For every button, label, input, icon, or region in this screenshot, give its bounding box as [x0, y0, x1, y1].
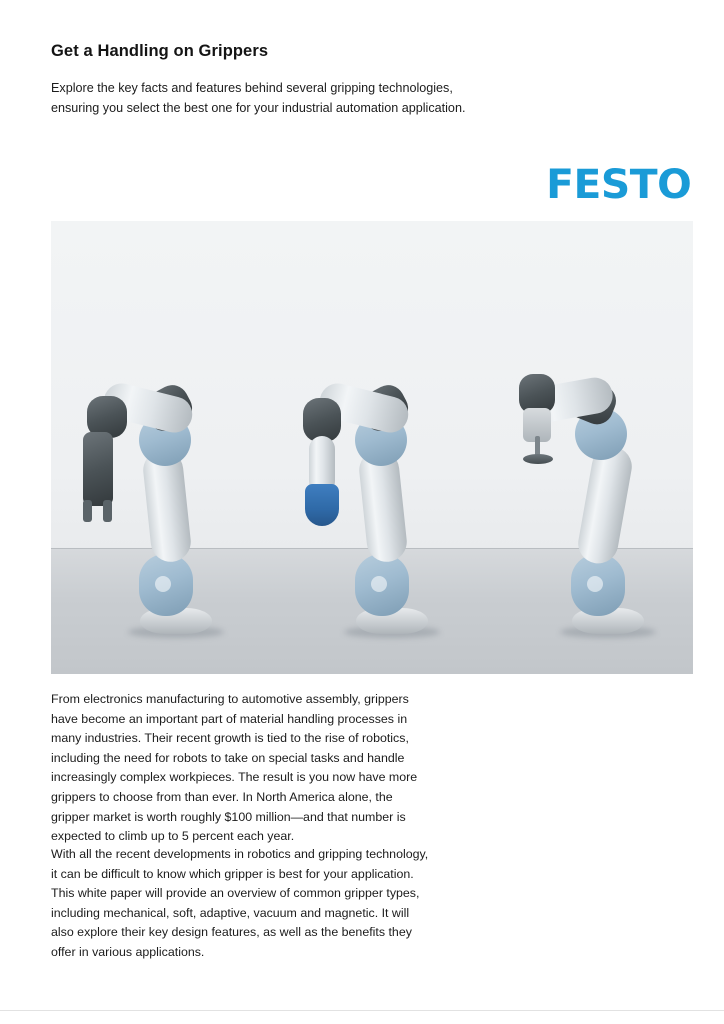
page-title: Get a Handling on Grippers	[51, 42, 269, 60]
robot-shoulder-joint	[139, 554, 193, 616]
gripper-finger-right	[103, 500, 112, 522]
robot-upper-arm	[575, 443, 635, 566]
body-paragraph-2: With all the recent developments in robotics and gripping technology, it can be difficult to know which gripper is best for your application. This white paper will provide an overview of common gripper types, including mechanical, soft, adaptive, vacuum and magnetic. It will also explore their key design features, as well as the benefits they offer in various applications.	[51, 847, 429, 959]
soft-gripper-bellows	[305, 484, 339, 526]
robot-arm-vacuum-gripper	[513, 334, 693, 634]
joint-marking	[587, 576, 603, 592]
gripper-finger-left	[83, 500, 92, 522]
body-paragraph-1: From electronics manufacturing to automotive assembly, grippers have become an important part of material handling processes in many industries. Their recent growth is tied to the rise of robotics, including the need for robots to take on special tasks and handle increasingly complex workpieces. The result is you now have more grippers to choose from than ever. In North America alone, the gripper market is worth roughly $100 million—and that number is expected to climb up to 5 percent each year.	[51, 692, 418, 844]
robot-arm-soft-gripper	[297, 334, 487, 634]
robot-shoulder-joint	[355, 554, 409, 616]
robot-arm-mechanical-gripper	[81, 334, 271, 634]
joint-marking	[371, 576, 387, 592]
vacuum-stem	[535, 436, 540, 456]
footer-divider	[0, 1010, 724, 1011]
hero-image	[51, 221, 693, 674]
joint-marking	[155, 576, 171, 592]
mechanical-gripper-body	[83, 432, 113, 506]
page-subtitle: Explore the key facts and features behind several gripping technologies, ensuring you select the best one for your industrial automation application.	[51, 81, 466, 115]
suction-cup	[523, 454, 553, 464]
festo-logo: FESTO	[545, 162, 691, 208]
